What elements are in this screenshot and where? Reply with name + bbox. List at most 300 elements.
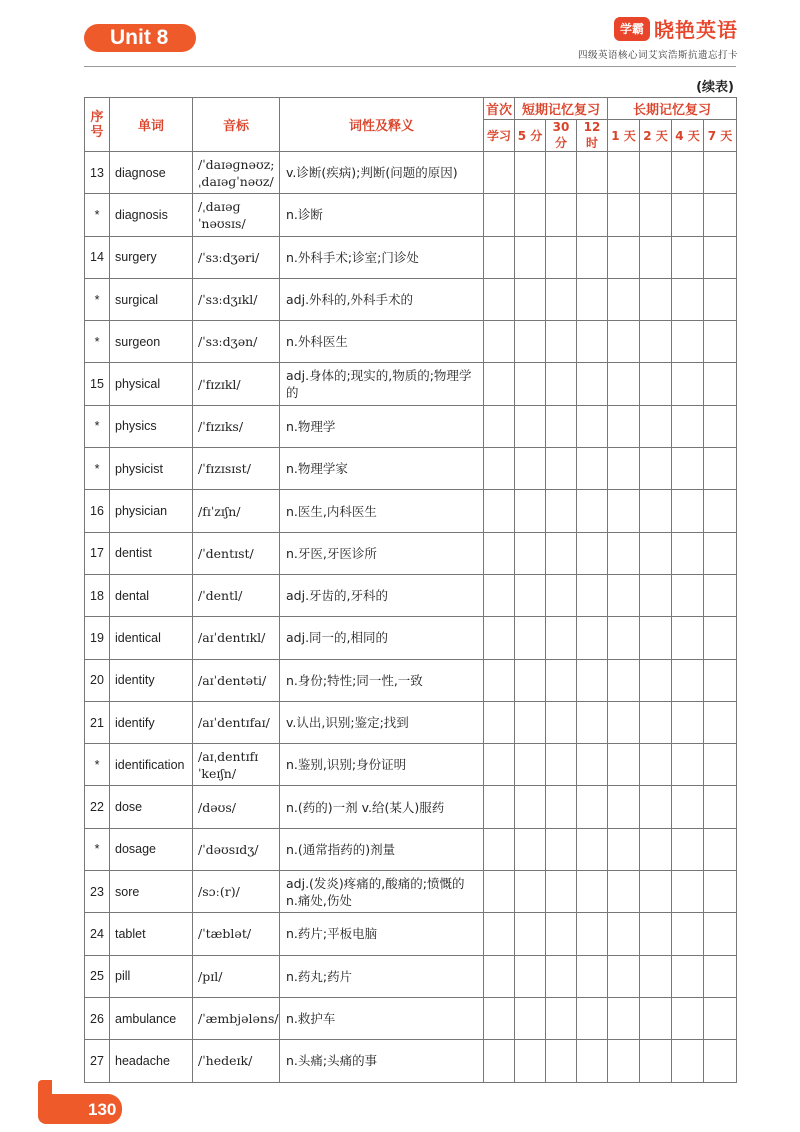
review-checkbox-cell[interactable] [704,913,737,955]
review-checkbox-cell[interactable] [515,321,546,363]
table-row [85,997,737,1039]
row-definition: n.身份;特性;同一性,一致 [280,659,484,701]
review-checkbox-cell[interactable] [546,997,577,1039]
review-checkbox-cell[interactable] [672,828,704,870]
review-checkbox-cell[interactable] [704,152,737,194]
review-checkbox-cell[interactable] [704,744,737,786]
review-checkbox-cell[interactable] [577,997,608,1039]
review-checkbox-cell[interactable] [704,363,737,405]
review-checkbox-cell[interactable] [640,363,672,405]
review-checkbox-cell[interactable] [608,997,640,1039]
review-checkbox-cell[interactable] [546,194,577,236]
review-checkbox-cell[interactable] [515,490,546,532]
review-checkbox-cell[interactable] [515,532,546,574]
table-row [85,617,737,659]
row-phonetic: /aɪˈdentɪfaɪ/ [193,701,280,743]
row-number: 14 [85,236,110,278]
row-definition: n.外科手术;诊室;门诊处 [280,236,484,278]
review-checkbox-cell[interactable] [672,194,704,236]
row-number: * [85,405,110,447]
review-checkbox-cell[interactable] [546,490,577,532]
row-phonetic: /dəʊs/ [193,786,280,828]
table-row [85,871,737,913]
table-row [85,1040,737,1082]
review-checkbox-cell[interactable] [640,1040,672,1082]
brand-header [578,14,738,61]
review-checkbox-cell[interactable] [546,744,577,786]
row-number: * [85,194,110,236]
review-checkbox-cell[interactable] [577,236,608,278]
review-checkbox-cell[interactable] [515,236,546,278]
review-checkbox-cell[interactable] [704,997,737,1039]
review-checkbox-cell[interactable] [515,913,546,955]
row-word: physical [110,363,193,405]
review-checkbox-cell[interactable] [546,363,577,405]
row-word: diagnosis [110,194,193,236]
row-phonetic: /ˈdentɪst/ [193,532,280,574]
row-word: physics [110,405,193,447]
row-phonetic: /ˈhedeɪk/ [193,1040,280,1082]
review-checkbox-cell[interactable] [608,913,640,955]
review-checkbox-cell[interactable] [484,744,515,786]
review-checkbox-cell[interactable] [484,913,515,955]
review-checkbox-cell[interactable] [704,532,737,574]
review-checkbox-cell[interactable] [515,659,546,701]
review-checkbox-cell[interactable] [484,405,515,447]
review-checkbox-cell[interactable] [546,659,577,701]
review-checkbox-cell[interactable] [515,744,546,786]
header-5-min: 5 分 [515,120,546,152]
row-number: 20 [85,659,110,701]
row-phonetic: /ˈdentl/ [193,574,280,616]
review-checkbox-cell[interactable] [577,532,608,574]
brand-subtitle: 四级英语核心词艾宾浩斯抗遗忘打卡 [577,50,738,61]
review-checkbox-cell[interactable] [704,701,737,743]
row-phonetic: /ˈtæblət/ [193,913,280,955]
brand-logo-icon: 学霸 [614,17,650,41]
review-checkbox-cell[interactable] [672,152,704,194]
header-12-hours: 12 时 [577,120,608,152]
review-checkbox-cell[interactable] [515,405,546,447]
table-row [85,828,737,870]
row-phonetic: /fɪˈzɪʃn/ [193,490,280,532]
row-number: * [85,828,110,870]
review-checkbox-cell[interactable] [515,152,546,194]
review-checkbox-cell[interactable] [515,1040,546,1082]
review-checkbox-cell[interactable] [608,659,640,701]
review-checkbox-cell[interactable] [484,871,515,913]
review-checkbox-cell[interactable] [640,448,672,490]
header-first-study-top: 首次 [484,98,515,120]
row-word: headache [110,1040,193,1082]
review-checkbox-cell[interactable] [672,490,704,532]
review-checkbox-cell[interactable] [704,659,737,701]
review-checkbox-cell[interactable] [608,490,640,532]
row-number: * [85,278,110,320]
review-checkbox-cell[interactable] [515,448,546,490]
review-checkbox-cell[interactable] [515,617,546,659]
review-checkbox-cell[interactable] [608,532,640,574]
review-checkbox-cell[interactable] [515,194,546,236]
review-checkbox-cell[interactable] [546,321,577,363]
review-checkbox-cell[interactable] [704,278,737,320]
row-word: identity [110,659,193,701]
review-checkbox-cell[interactable] [515,997,546,1039]
row-definition: adj.外科的,外科手术的 [280,278,484,320]
review-checkbox-cell[interactable] [577,913,608,955]
table-row [85,532,737,574]
review-checkbox-cell[interactable] [704,828,737,870]
review-checkbox-cell[interactable] [672,955,704,997]
review-checkbox-cell[interactable] [484,659,515,701]
row-number: 26 [85,997,110,1039]
review-checkbox-cell[interactable] [484,574,515,616]
review-checkbox-cell[interactable] [704,786,737,828]
row-definition: n.物理学 [280,405,484,447]
review-checkbox-cell[interactable] [515,574,546,616]
review-checkbox-cell[interactable] [704,194,737,236]
review-checkbox-cell[interactable] [546,574,577,616]
row-definition: v.认出,识别;鉴定;找到 [280,701,484,743]
review-checkbox-cell[interactable] [704,448,737,490]
row-phonetic: /ˈsɜːdʒən/ [193,321,280,363]
review-checkbox-cell[interactable] [608,701,640,743]
review-checkbox-cell[interactable] [672,448,704,490]
review-checkbox-cell[interactable] [640,490,672,532]
review-checkbox-cell[interactable] [640,997,672,1039]
review-checkbox-cell[interactable] [484,617,515,659]
review-checkbox-cell[interactable] [546,236,577,278]
review-checkbox-cell[interactable] [672,744,704,786]
row-number: 18 [85,574,110,616]
review-checkbox-cell[interactable] [672,1040,704,1082]
review-checkbox-cell[interactable] [577,574,608,616]
header-short-term: 短期记忆复习 [515,98,608,120]
review-checkbox-cell[interactable] [672,278,704,320]
row-phonetic: /ˈdaɪəɡnəʊz; ˌdaɪəɡˈnəʊz/ [193,152,280,194]
review-checkbox-cell[interactable] [546,405,577,447]
table-row [85,786,737,828]
review-checkbox-cell[interactable] [546,278,577,320]
header-30-min: 30 分 [546,120,577,152]
review-checkbox-cell[interactable] [546,152,577,194]
row-word: surgery [110,236,193,278]
review-checkbox-cell[interactable] [672,363,704,405]
row-phonetic: /ˈfɪzɪks/ [193,405,280,447]
review-checkbox-cell[interactable] [608,574,640,616]
review-checkbox-cell[interactable] [515,871,546,913]
row-definition: n.物理学家 [280,448,484,490]
row-number: 22 [85,786,110,828]
table-row [85,448,737,490]
review-checkbox-cell[interactable] [577,405,608,447]
unit-badge: Unit 8 [84,24,196,52]
review-checkbox-cell[interactable] [577,786,608,828]
review-checkbox-cell[interactable] [577,490,608,532]
review-checkbox-cell[interactable] [640,828,672,870]
row-phonetic: /ˈsɜːdʒəri/ [193,236,280,278]
row-definition: adj.(发炎)疼痛的,酸痛的;愤慨的 n.痛处,伤处 [280,871,484,913]
review-checkbox-cell[interactable] [672,913,704,955]
review-checkbox-cell[interactable] [484,490,515,532]
row-number: * [85,321,110,363]
row-phonetic: /ˈæmbjələns/ [193,997,280,1039]
review-checkbox-cell[interactable] [484,786,515,828]
review-checkbox-cell[interactable] [484,278,515,320]
review-checkbox-cell[interactable] [515,701,546,743]
review-checkbox-cell[interactable] [484,194,515,236]
review-checkbox-cell[interactable] [484,363,515,405]
row-definition: n.头痛;头痛的事 [280,1040,484,1082]
review-checkbox-cell[interactable] [640,913,672,955]
review-checkbox-cell[interactable] [640,405,672,447]
review-checkbox-cell[interactable] [672,659,704,701]
vocabulary-rows [85,152,737,1083]
review-checkbox-cell[interactable] [640,278,672,320]
review-checkbox-cell[interactable] [484,701,515,743]
review-checkbox-cell[interactable] [546,786,577,828]
review-checkbox-cell[interactable] [484,997,515,1039]
review-checkbox-cell[interactable] [546,448,577,490]
row-number: * [85,744,110,786]
header-long-term: 长期记忆复习 [608,98,737,120]
review-checkbox-cell[interactable] [640,236,672,278]
header-word: 单词 [110,98,193,152]
review-checkbox-cell[interactable] [672,405,704,447]
table-row [85,490,737,532]
row-definition: adj.同一的,相同的 [280,617,484,659]
header-7-days: 7 天 [704,120,737,152]
review-checkbox-cell[interactable] [577,321,608,363]
review-checkbox-cell[interactable] [546,532,577,574]
review-checkbox-cell[interactable] [640,321,672,363]
review-checkbox-cell[interactable] [577,363,608,405]
row-definition: n.外科医生 [280,321,484,363]
review-checkbox-cell[interactable] [640,617,672,659]
row-word: ambulance [110,997,193,1039]
review-checkbox-cell[interactable] [608,871,640,913]
review-checkbox-cell[interactable] [640,152,672,194]
row-number: 24 [85,913,110,955]
review-checkbox-cell[interactable] [577,828,608,870]
review-checkbox-cell[interactable] [577,278,608,320]
page-number: 130 [88,1100,117,1119]
review-checkbox-cell[interactable] [484,321,515,363]
review-checkbox-cell[interactable] [608,448,640,490]
row-definition: n.(通常指药的)剂量 [280,828,484,870]
review-checkbox-cell[interactable] [608,152,640,194]
table-row [85,955,737,997]
row-definition: n.诊断 [280,194,484,236]
review-checkbox-cell[interactable] [704,871,737,913]
review-checkbox-cell[interactable] [484,448,515,490]
row-word: dose [110,786,193,828]
table-row [85,321,737,363]
review-checkbox-cell[interactable] [672,997,704,1039]
row-phonetic: /ˌdaɪəɡˈnəʊsɪs/ [193,194,280,236]
review-checkbox-cell[interactable] [515,955,546,997]
review-checkbox-cell[interactable] [608,617,640,659]
review-checkbox-cell[interactable] [577,701,608,743]
review-checkbox-cell[interactable] [484,236,515,278]
review-checkbox-cell[interactable] [672,786,704,828]
row-word: identify [110,701,193,743]
review-checkbox-cell[interactable] [608,786,640,828]
table-row [85,744,737,786]
header-divider [84,66,736,67]
review-checkbox-cell[interactable] [672,617,704,659]
review-checkbox-cell[interactable] [672,236,704,278]
table-row [85,363,737,405]
review-checkbox-cell[interactable] [608,278,640,320]
review-checkbox-cell[interactable] [546,1040,577,1082]
review-checkbox-cell[interactable] [672,532,704,574]
row-definition: v.诊断(疾病);判断(问题的原因) [280,152,484,194]
row-number: 19 [85,617,110,659]
table-row [85,236,737,278]
review-checkbox-cell[interactable] [515,363,546,405]
review-checkbox-cell[interactable] [640,786,672,828]
header-2-days: 2 天 [640,120,672,152]
review-checkbox-cell[interactable] [546,828,577,870]
row-word: dentist [110,532,193,574]
review-checkbox-cell[interactable] [546,617,577,659]
review-checkbox-cell[interactable] [672,574,704,616]
review-checkbox-cell[interactable] [515,828,546,870]
row-phonetic: /aɪˈdentəti/ [193,659,280,701]
review-checkbox-cell[interactable] [640,744,672,786]
review-checkbox-cell[interactable] [640,532,672,574]
review-checkbox-cell[interactable] [704,321,737,363]
row-definition: n.医生,内科医生 [280,490,484,532]
row-number: 16 [85,490,110,532]
review-checkbox-cell[interactable] [608,236,640,278]
review-checkbox-cell[interactable] [577,744,608,786]
review-checkbox-cell[interactable] [672,701,704,743]
review-checkbox-cell[interactable] [608,955,640,997]
review-checkbox-cell[interactable] [577,194,608,236]
review-checkbox-cell[interactable] [577,617,608,659]
row-definition: n.(药的)一剂 v.给(某人)服药 [280,786,484,828]
table-row [85,405,737,447]
review-checkbox-cell[interactable] [577,448,608,490]
row-phonetic: /ˈfɪzɪkl/ [193,363,280,405]
review-checkbox-cell[interactable] [577,871,608,913]
review-checkbox-cell[interactable] [577,659,608,701]
review-checkbox-cell[interactable] [608,194,640,236]
row-number: 21 [85,701,110,743]
row-number: 27 [85,1040,110,1082]
header-4-days: 4 天 [672,120,704,152]
row-definition: n.牙医,牙医诊所 [280,532,484,574]
row-word: surgeon [110,321,193,363]
review-checkbox-cell[interactable] [515,786,546,828]
row-word: dosage [110,828,193,870]
review-checkbox-cell[interactable] [640,194,672,236]
row-number: 25 [85,955,110,997]
review-checkbox-cell[interactable] [484,955,515,997]
review-checkbox-cell[interactable] [608,405,640,447]
table-row [85,152,737,194]
review-checkbox-cell[interactable] [704,405,737,447]
row-definition: n.药丸;药片 [280,955,484,997]
row-phonetic: /sɔː(r)/ [193,871,280,913]
row-definition: n.鉴别,识别;身份证明 [280,744,484,786]
row-number: 23 [85,871,110,913]
row-number: 15 [85,363,110,405]
review-checkbox-cell[interactable] [484,152,515,194]
review-checkbox-cell[interactable] [608,363,640,405]
row-number: 13 [85,152,110,194]
review-checkbox-cell[interactable] [704,617,737,659]
row-phonetic: /aɪˌdentɪfɪˈkeɪʃn/ [193,744,280,786]
review-checkbox-cell[interactable] [515,278,546,320]
review-checkbox-cell[interactable] [484,1040,515,1082]
brand-name: 晓艳英语 [654,18,738,42]
review-checkbox-cell[interactable] [608,321,640,363]
row-phonetic: /aɪˈdentɪkl/ [193,617,280,659]
review-checkbox-cell[interactable] [484,532,515,574]
row-word: surgical [110,278,193,320]
review-checkbox-cell[interactable] [608,828,640,870]
review-checkbox-cell[interactable] [577,1040,608,1082]
review-checkbox-cell[interactable] [608,744,640,786]
review-checkbox-cell[interactable] [640,701,672,743]
row-word: identical [110,617,193,659]
row-word: pill [110,955,193,997]
review-checkbox-cell[interactable] [704,955,737,997]
review-checkbox-cell[interactable] [577,152,608,194]
review-checkbox-cell[interactable] [640,574,672,616]
review-checkbox-cell[interactable] [704,1040,737,1082]
row-phonetic: /ˈdəʊsɪdʒ/ [193,828,280,870]
row-word: physician [110,490,193,532]
row-definition: adj.身体的;现实的,物质的;物理学的 [280,363,484,405]
table-row [85,194,737,236]
review-checkbox-cell[interactable] [704,490,737,532]
review-checkbox-cell[interactable] [672,871,704,913]
row-word: dental [110,574,193,616]
table-row [85,278,737,320]
table-row [85,659,737,701]
table-row [85,574,737,616]
row-word: physicist [110,448,193,490]
review-checkbox-cell[interactable] [640,871,672,913]
header-phonetic: 音标 [193,98,280,152]
review-checkbox-cell[interactable] [546,701,577,743]
review-checkbox-cell[interactable] [546,871,577,913]
review-checkbox-cell[interactable] [672,321,704,363]
review-checkbox-cell[interactable] [484,828,515,870]
review-checkbox-cell[interactable] [608,1040,640,1082]
row-phonetic: /ˈfɪzɪsɪst/ [193,448,280,490]
review-checkbox-cell[interactable] [546,955,577,997]
review-checkbox-cell[interactable] [577,955,608,997]
row-phonetic: /pɪl/ [193,955,280,997]
review-checkbox-cell[interactable] [546,913,577,955]
vocabulary-table [84,97,737,1083]
row-phonetic: /ˈsɜːdʒɪkl/ [193,278,280,320]
row-definition: n.救护车 [280,997,484,1039]
continued-label: (续表) [696,80,734,95]
row-word: diagnose [110,152,193,194]
review-checkbox-cell[interactable] [640,955,672,997]
review-checkbox-cell[interactable] [640,659,672,701]
review-checkbox-cell[interactable] [704,236,737,278]
row-word: sore [110,871,193,913]
review-checkbox-cell[interactable] [704,574,737,616]
row-definition: n.药片;平板电脑 [280,913,484,955]
